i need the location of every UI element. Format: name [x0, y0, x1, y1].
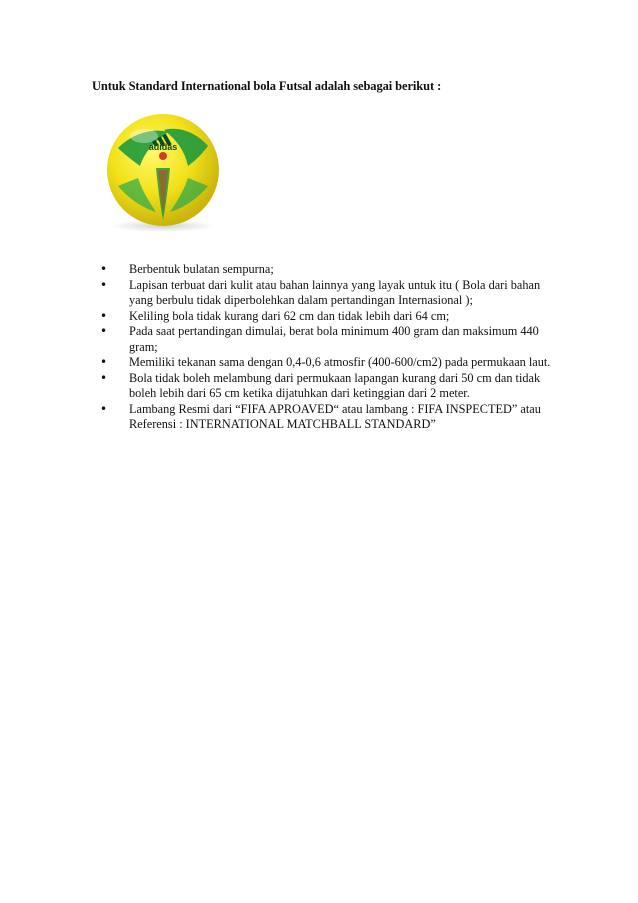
soccer-ball-icon: [98, 108, 228, 234]
list-item: • Berbentuk bulatan sempurna;: [96, 262, 566, 278]
futsal-ball-image: [98, 108, 228, 234]
list-item: • Lapisan terbuat dari kulit atau bahan lainnya yang layak untuk itu ( Bola dari bahan yang berbulu tidak diperbolehkan dalam pertandingan Internasional );: [96, 278, 566, 309]
ball-spec-list: [96, 262, 566, 433]
list-item: • Bola tidak boleh melambung dari permukaan lapangan kurang dari 50 cm dan tidak boleh lebih dari 65 cm ketika dijatuhkan dari ketinggian dari 2 meter.: [96, 371, 566, 402]
list-item: • Keliling bola tidak kurang dari 62 cm dan tidak lebih dari 64 cm;: [96, 309, 566, 325]
document-heading: Untuk Standard International bola Futsal adalah sebagai berikut :: [92, 79, 442, 93]
list-item: • Lambang Resmi dari “FIFA APROAVED“ atau lambang : FIFA INSPECTED” atau Referensi : INTERNATIONAL MATCHBALL STANDARD”: [96, 402, 566, 433]
list-item: • Pada saat pertandingan dimulai, berat bola minimum 400 gram dan maksimum 440 gram;: [96, 324, 566, 355]
ball-logo-text: adidas: [148, 142, 178, 152]
list-item: • Memiliki tekanan sama dengan 0,4-0,6 atmosfir (400-600/cm2) pada permukaan laut.: [96, 355, 566, 371]
